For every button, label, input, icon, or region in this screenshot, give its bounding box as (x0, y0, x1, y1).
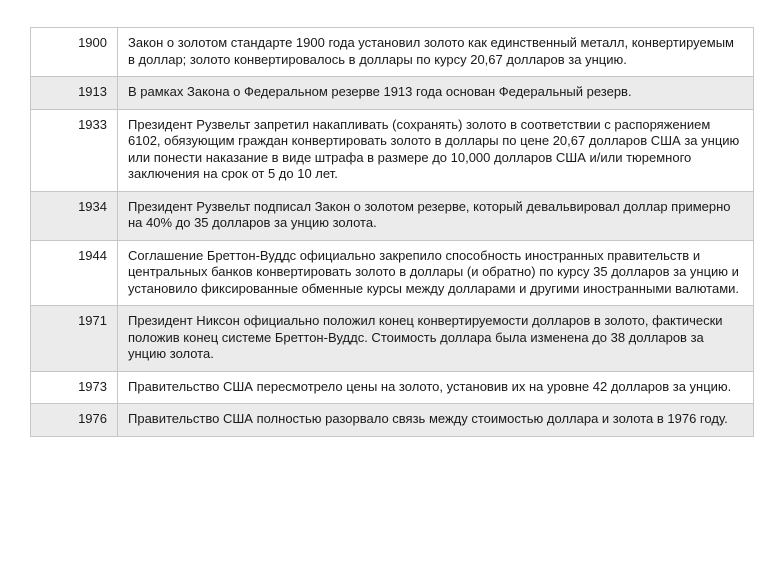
year-cell: 1973 (31, 371, 118, 404)
table-row (31, 306, 754, 372)
year-cell: 1971 (31, 306, 118, 372)
table-row (31, 404, 754, 437)
table-row (31, 28, 754, 77)
description-cell: Правительство США полностью разорвало связь между стоимостью доллара и золота в 1976 году. (118, 404, 754, 437)
year-cell: 1976 (31, 404, 118, 437)
year-cell: 1900 (31, 28, 118, 77)
table-row (31, 191, 754, 240)
gold-standard-timeline-table (30, 27, 754, 437)
timeline-table-body (31, 28, 754, 437)
year-cell: 1934 (31, 191, 118, 240)
description-cell: В рамках Закона о Федеральном резерве 1913 года основан Федеральный резерв. (118, 77, 754, 110)
description-cell: Президент Рузвельт подписал Закон о золотом резерве, который девальвировал доллар примерно на 40% до 35 долларов за унцию золота. (118, 191, 754, 240)
table-row (31, 240, 754, 306)
table-row (31, 109, 754, 191)
description-cell: Правительство США пересмотрело цены на золото, установив их на уровне 42 долларов за унцию. (118, 371, 754, 404)
description-cell: Президент Никсон официально положил конец конвертируемости долларов в золото, фактически положив конец системе Бреттон-Вуддс. Стоимость доллара была изменена до 38 долларов за унцию золота. (118, 306, 754, 372)
year-cell: 1933 (31, 109, 118, 191)
table-row (31, 371, 754, 404)
description-cell: Соглашение Бреттон-Вуддс официально закрепило способность иностранных правительств и центральных банков конвертировать золото в доллары (и обратно) по курсу 35 долларов за унцию и установило фиксированные обменные курсы между долларами и другими иностранными валютами. (118, 240, 754, 306)
description-cell: Закон о золотом стандарте 1900 года установил золото как единственный металл, конвертируемым в доллар; золото конвертировалось в доллары по курсу 20,67 долларов за унцию. (118, 28, 754, 77)
year-cell: 1944 (31, 240, 118, 306)
year-cell: 1913 (31, 77, 118, 110)
description-cell: Президент Рузвельт запретил накапливать (сохранять) золото в соответствии с распоряжением 6102, обязующим граждан конвертировать золото в доллары по цене 20,67 долларов США за унцию или понести наказание в виде штрафа в размере до 10,000 долларов США и/или тюремного заключения на срок от 5 до 10 лет. (118, 109, 754, 191)
table-row (31, 77, 754, 110)
